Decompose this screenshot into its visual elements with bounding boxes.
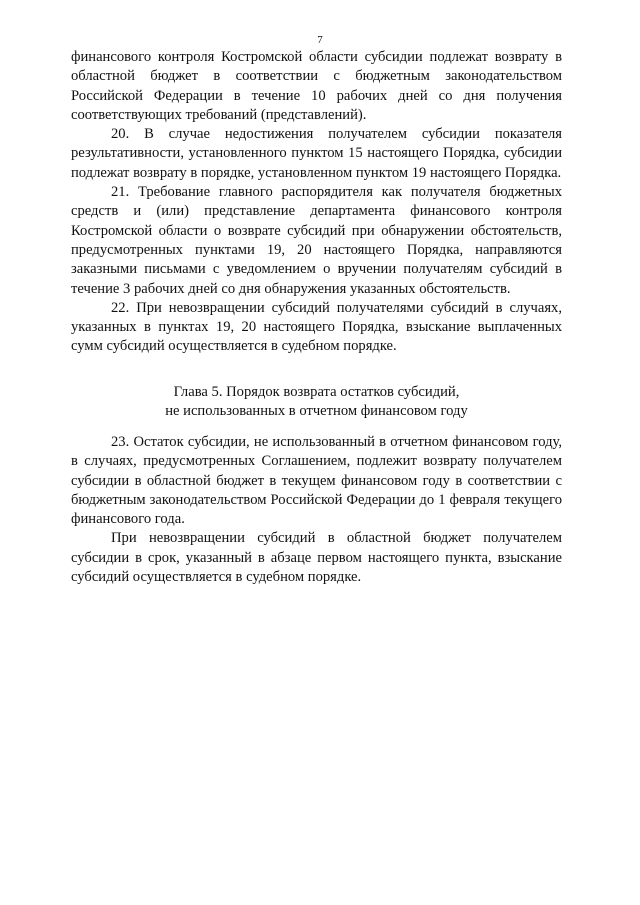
- paragraph-item-20: 20. В случае недостижения получателем субсидии показателя результативности, установленного пунктом 15 настоящего Порядка, субсидии подлежат возврату в порядке, установленном пунктом 19 настоящего Порядка.: [71, 126, 562, 181]
- chapter-heading-line-1: Глава 5. Порядок возврата остатков субсидий,: [173, 384, 460, 400]
- paragraph-item-23: 23. Остаток субсидии, не использованный в отчетном финансовом году, в случаях, предусмотренных Соглашением, подлежит возврату получателем субсидии в областной бюджет в текущем финансовом году в соответствии с бюджетным законодательством Российской Федерации до 1 февраля текущего финансового года.: [71, 434, 562, 528]
- paragraph-item-23-second: При невозвращении субсидий в областной бюджет получателем субсидии в срок, указанный в абзаце первом настоящего пункта, взыскание субсидий осуществляется в судебном порядке.: [71, 530, 562, 586]
- chapter-heading: [71, 383, 562, 422]
- chapter-heading-line-2: не использованных в отчетном финансовом году: [165, 403, 468, 420]
- page-number: 7: [317, 34, 323, 46]
- paragraph-continuation: финансового контроля Костромской области субсидии подлежат возврату в областной бюджет в соответствии с бюджетным законодательством Российской Федерации в течение 10 рабочих дней со дня получения соответствующих требований (представлений).: [71, 49, 562, 123]
- paragraph-item-22: 22. При невозвращении субсидий получателями субсидий в случаях, указанных в пунктах 19, 20 настоящего Порядка, взыскание выплаченных сумм субсидий осуществляется в судебном порядке.: [71, 299, 562, 355]
- body-text-upper: [71, 48, 562, 357]
- body-text-lower: [71, 433, 562, 587]
- paragraph-item-21: 21. Требование главного распорядителя как получателя бюджетных средств и (или) представление департамента финансового контроля Костромской области о возврате субсидий при обнаружении обстоятельств, предусмотренных пунктами 19, 20 настоящего Порядка, направляются заказными письмами с уведомлением о вручении получателям субсидий в течение 3 рабочих дней со дня обнаружения указанных обстоятельств.: [71, 184, 562, 297]
